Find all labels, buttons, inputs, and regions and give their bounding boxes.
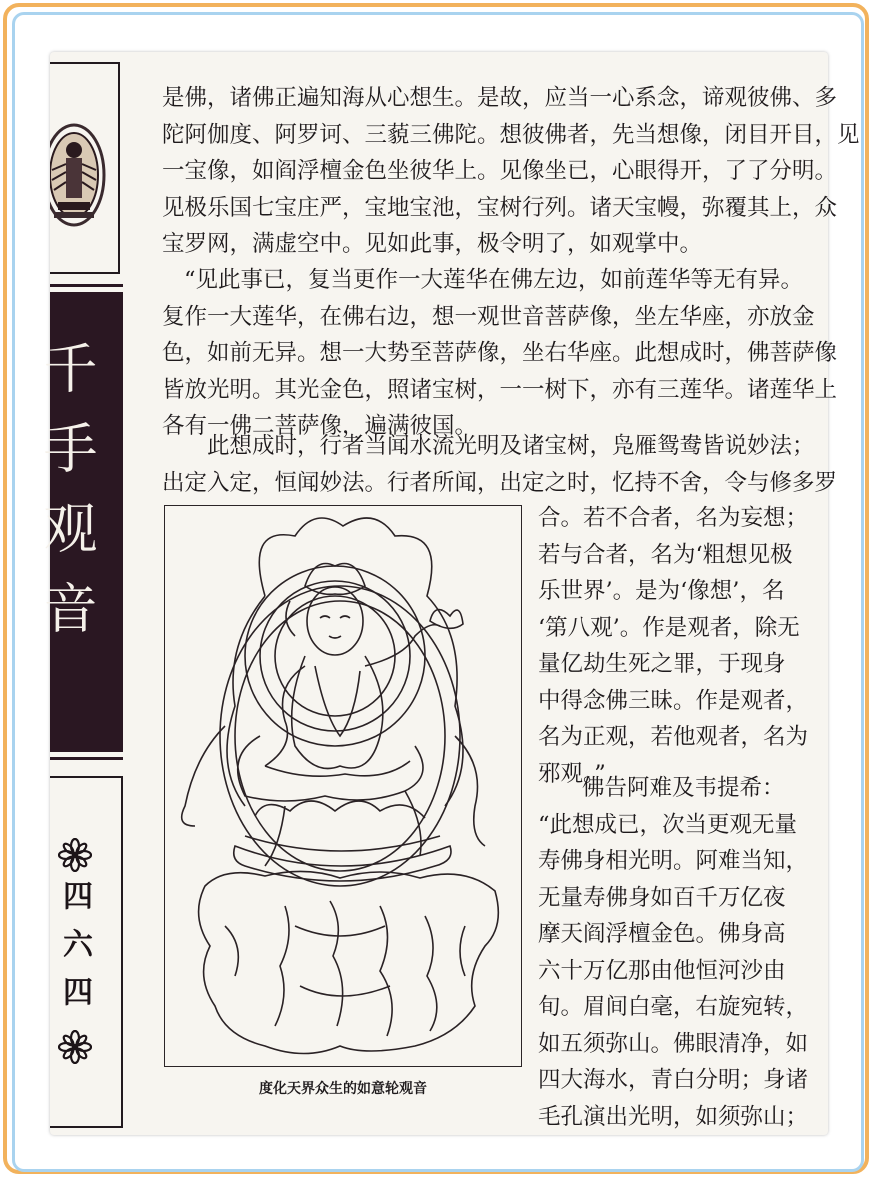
text-line: 旬。眉间白毫，右旋宛转， (538, 994, 809, 1020)
text-line: 各有一佛二菩萨像，遍满彼国。 (162, 413, 478, 439)
text-line: 是佛，诸佛正遍知海从心想生。是故，应当一心系念，谛观彼佛、多 (162, 85, 838, 111)
sidebar-rule-top (50, 284, 123, 287)
paragraph-1 (162, 80, 860, 263)
sidebar-rule-bottom (50, 757, 123, 760)
book-title: 千手观音 (35, 340, 98, 660)
text-line: 寿佛身相光明。阿难当知， (538, 848, 809, 874)
text-line: 若与合者，名为‘粗想见极 (538, 541, 793, 568)
text-line: 摩天阎浮檀金色。佛身高 (538, 921, 786, 947)
guanyin-figure-icon (165, 506, 521, 1066)
flower-ornament-icon (58, 1030, 92, 1064)
text-line: 乐世界’。是为‘像想’，名 (538, 578, 785, 604)
text-line: 名为正观，若他观者，名为 (538, 724, 809, 750)
text-line: 量亿劫生死之罪，于现身 (538, 651, 786, 677)
text-line: “见此事已，复当更作一大莲华在佛左边，如前莲华等无有异。 (184, 267, 804, 293)
text-line: 色，如前无异。想一大势至菩萨像，坐右华座。此想成时，佛菩萨像 (162, 340, 838, 366)
text-line: ‘第八观’。作是观者，除无 (538, 614, 800, 641)
paragraph-3 (162, 428, 838, 501)
text-line: 四大海水，青白分明；身诸 (538, 1067, 809, 1093)
paragraph-4 (538, 770, 809, 1135)
sidebar-emblem-box (50, 62, 120, 274)
text-line: 合。若不合者，名为妄想； (538, 505, 809, 531)
figure-caption: 度化天界众生的如意轮观音 (259, 1081, 427, 1097)
text-line: 出定入定，恒闻妙法。行者所闻，出定之时，忆持不舍，令与修多罗 (162, 469, 838, 496)
guanyin-emblem-icon (50, 120, 110, 230)
flower-ornament-icon (58, 838, 92, 872)
text-line: “此想成已，次当更观无量 (538, 811, 798, 838)
page-number: 四六四 (57, 880, 92, 1024)
text-line: 皆放光明。其光金色，照诸宝树，一一树下，亦有三莲华。诸莲华上 (162, 376, 838, 403)
paragraph-2 (162, 262, 838, 445)
text-line: 无量寿佛身如百千万亿夜 (538, 884, 786, 911)
text-line: 陀阿伽度、阿罗诃、三藐三佛陀。想彼佛者，先当想像，闭目开目，见 (162, 121, 860, 148)
guanyin-illustration (164, 505, 522, 1067)
text-line: 中得念佛三昧。作是观者， (538, 687, 809, 714)
text-line: 如五须弥山。佛眼清净，如 (538, 1030, 809, 1057)
text-line: 毛孔演出光明，如须弥山； (538, 1103, 809, 1130)
text-line: 此想成时，行者当闻水流光明及诸宝树，凫雁鸳鸯皆说妙法； (207, 433, 815, 459)
text-line: 佛告阿难及韦提希： (582, 775, 785, 801)
text-line: 六十万亿那由他恒河沙由 (538, 957, 786, 984)
text-line: 邪观。” (538, 760, 606, 787)
text-line: 复作一大莲华，在佛右边，想一观世音菩萨像，坐左华座，亦放金 (162, 303, 815, 330)
text-line: 一宝像，如阎浮檀金色坐彼华上。见像坐已，心眼得开，了了分明。 (162, 158, 838, 184)
paragraph-3-wrap (538, 500, 809, 792)
text-line: 见极乐国七宝庄严，宝地宝池，宝树行列。诸天宝幔，弥覆其上，众 (162, 194, 838, 221)
text-line: 宝罗网，满虚空中。见如此事，极令明了，如观掌中。 (162, 231, 703, 257)
